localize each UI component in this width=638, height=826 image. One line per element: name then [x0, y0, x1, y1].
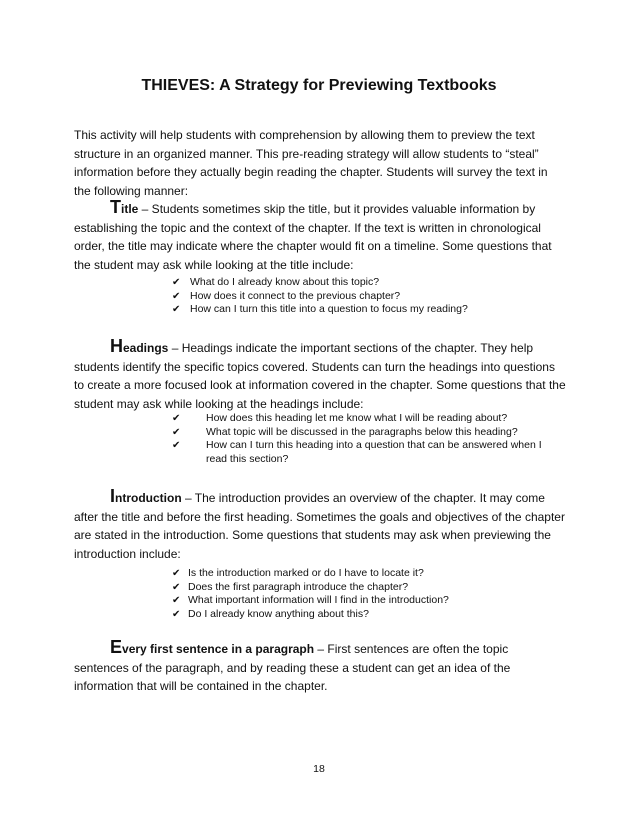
list-item: ✔ What topic will be discussed in the paragraphs below this heading? — [172, 425, 518, 438]
list-item: ✔ How does this heading let me know what I will be reading about? — [172, 412, 508, 424]
list-item: ✔ Do I already know anything about this? — [172, 607, 369, 620]
check-icon: ✔ — [172, 440, 181, 451]
check-icon: ✔ — [172, 426, 181, 438]
section-letter: I — [110, 486, 116, 506]
section-introduction-paragraph — [74, 487, 566, 563]
check-icon: ✔ — [172, 568, 181, 579]
check-icon: ✔ — [172, 581, 181, 593]
check-icon: ✔ — [172, 413, 181, 424]
page-title: THIEVES: A Strategy for Previewing Textbooks — [141, 77, 497, 94]
intro-paragraph: This activity will help students with comprehension by allowing them to preview the text structure in an organized manner. This pre-reading strategy will allow students to “steal” information before they actually begin reading the chapter. Students will survey the text in the following manner: — [74, 128, 548, 198]
check-icon: ✔ — [172, 608, 181, 620]
section-text: – Students sometimes skip the title, but it provides valuable information by establishing the topic and the context of the chapter. If the text is written in chronological order, the title may indicate where the chapter would fit on a timeline. Some questions that the student may ask while looking at the title include: — [74, 202, 552, 272]
section-letter: T — [110, 197, 121, 217]
page-number: 18 — [313, 763, 325, 775]
section-text: – First sentences are often the topic sentences of the paragraph, and by reading these a student can get an idea of the information that will be contained in the chapter. — [74, 642, 511, 693]
section-heading: itle — [121, 202, 139, 216]
list-item: ✔ Is the introduction marked or do I have to locate it? — [172, 567, 424, 579]
section-heading: very first sentence in a paragraph — [122, 642, 315, 656]
section-letter: H — [110, 336, 123, 356]
title-question-list — [172, 276, 532, 317]
list-item: ✔ How does it connect to the previous chapter? — [172, 289, 401, 302]
section-letter: E — [110, 637, 123, 657]
section-text: – The introduction provides an overview of the chapter. It may come after the title and before the first heading. Sometimes the goals and objectives of the chapter are stated in the introduction. Some questions that students may ask when previewing the introduction include: — [74, 491, 565, 561]
check-icon: ✔ — [172, 277, 181, 288]
list-item: ✔ What important information will I find in the introduction? — [172, 594, 449, 606]
section-headings-paragraph — [74, 337, 566, 413]
check-icon: ✔ — [172, 595, 181, 606]
section-text: – Headings indicate the important sections of the chapter. They help students identify the specific topics covered. Students can turn the headings into questions to create a more focused look at information covered in the chapter. Some questions that the student may ask while looking at the headings include: — [74, 341, 566, 411]
check-icon: ✔ — [172, 290, 181, 302]
headings-question-list — [172, 412, 546, 466]
list-item: ✔ Does the first paragraph introduce the chapter? — [172, 580, 409, 593]
list-item: ✔ What do I already know about this topic? — [172, 276, 380, 288]
section-title-paragraph — [74, 198, 566, 274]
introduction-question-list — [172, 567, 532, 621]
list-item: ✔ How can I turn this heading into a question that can be answered when I read this section? — [172, 439, 542, 465]
list-item: ✔ How can I turn this title into a question to focus my reading? — [172, 303, 468, 315]
section-every-first-sentence-paragraph — [74, 638, 566, 696]
section-heading: eadings — [123, 341, 169, 355]
section-heading: ntroduction — [115, 491, 182, 505]
check-icon: ✔ — [172, 304, 181, 315]
